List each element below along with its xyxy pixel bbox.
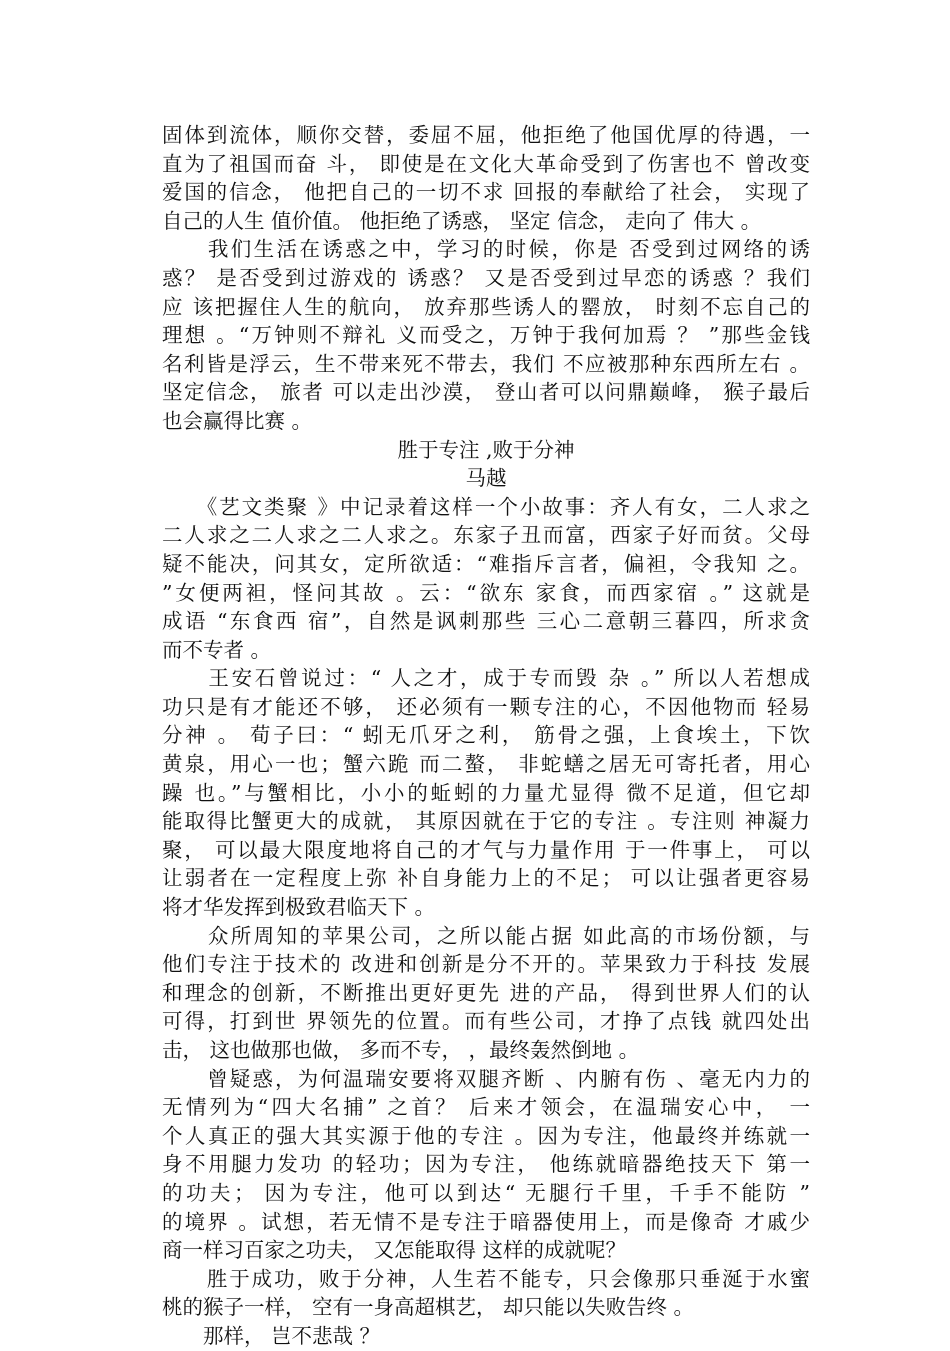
text-line: 和理念的创新，不断推出更好更先 进的产品， 得到世界人们的认 xyxy=(162,980,810,1005)
text-line: 《艺文类聚 》中记录着这样一个小故事：齐人有女，二人求之 xyxy=(162,494,810,519)
text-line: 胜于成功，败于分神，人生若不能专，只会像那只垂涎于水蜜 xyxy=(162,1266,810,1291)
text-line: 而不专者 。 xyxy=(162,637,272,662)
text-line: 身不用腿力发功 的轻功；因为专注， 他练就暗器绝技天下 第一 xyxy=(162,1152,810,1177)
text-line: 黄泉，用心一也；蟹六跪 而二螯， 非蛇蟮之居无可寄托者，用心 xyxy=(162,752,810,777)
text-line: 能取得比蟹更大的成就， 其原因就在于它的专注 。专注则 神凝力 xyxy=(162,809,810,834)
text-line: 的功夫； 因为专注，他可以到达“ 无腿行千里，千手不能防 ” xyxy=(162,1180,810,1205)
essay-author: 马越 xyxy=(465,466,507,491)
essay-title: 胜于专注 ,败于分神 xyxy=(397,437,575,462)
text-line: 功只是有才能还不够， 还必须有一颗专注的心，不因他物而 轻易 xyxy=(162,694,810,719)
text-line: 王安石曾说过：“ 人之才，成于专而毁 杂 。” 所以人若想成 xyxy=(162,666,810,691)
text-line: 他们专注于技术的 改进和创新是分不开的。苹果致力于科技 发展 xyxy=(162,952,810,977)
text-line: 聚， 可以最大限度地将自己的才气与力量作用 于一件事上， 可以 xyxy=(162,837,810,862)
text-line: 将才华发挥到极致君临天下 。 xyxy=(162,895,436,920)
text-line: 商一样习百家之功夫， 又怎能取得 这样的成就呢？ xyxy=(162,1238,627,1263)
document-page xyxy=(162,121,810,1351)
text-line: 曾疑惑，为何温瑞安要将双腿齐断 、内腑有伤 、毫无内力的 xyxy=(162,1066,810,1091)
text-line: 理想 。“万钟则不辩礼 义而受之，万钟于我何加焉 ？ ”那些金钱 xyxy=(162,323,810,348)
text-line: 坚定信念， 旅者 可以走出沙漠， 登山者可以问鼎巅峰， 猴子最后 xyxy=(162,380,810,405)
paragraph-conclusion xyxy=(162,1265,810,1322)
paragraph-temptation xyxy=(162,235,810,435)
text-line: 也会赢得比赛 。 xyxy=(162,408,313,433)
paragraph-story xyxy=(162,493,810,665)
essay-body xyxy=(162,493,810,1351)
paragraph-wuqing xyxy=(162,1065,810,1265)
text-line: 我们生活在诱惑之中，学习的时候，你是 否受到过网络的诱 xyxy=(162,237,810,262)
text-line: 击， 这也做那也做， 多而不专， ，最终轰然倒地 。 xyxy=(162,1038,640,1062)
text-line: 自己的人生 值价值。 他拒绝了诱惑， 坚定 信念， 走向了 伟大 。 xyxy=(162,208,762,233)
text-line: 桃的猴子一样， 空有一身高超棋艺， 却只能以失败告终 。 xyxy=(162,1295,695,1320)
text-line: 可得，打到世 界领先的位置。而有些公司，才挣了点钱 就四处出 xyxy=(162,1009,810,1034)
text-line: 固体到流体，顺你交替，委屈不屈，他拒绝了他国优厚的待遇，一 xyxy=(162,123,810,147)
paragraph-closing xyxy=(162,1322,810,1351)
text-line: 名利皆是浮云，生不带来死不带去，我们 不应被那种东西所左右 。 xyxy=(162,351,810,376)
text-line: 直为了祖国而奋 斗， 即使是在文化大革命受到了伤害也不 曾改变 xyxy=(162,151,810,176)
text-line: 无情列为“四大名捕” 之首？ 后来才领会，在温瑞安心中， 一 xyxy=(162,1095,810,1120)
text-line: ”女便两袒，怪问其故 。云：“欲东 家食，而西家宿 。” 这就是 xyxy=(162,580,810,605)
text-line: 躁 也。”与蟹相比，小小的蚯蚓的力量尤显得 微不足道，但它却 xyxy=(162,780,810,805)
text-line: 惑？ 是否受到过游戏的 诱惑？ 又是否受到过早恋的诱惑 ？我们 xyxy=(162,265,810,290)
text-line: 二人求之二人求之二人求之。东家子丑而富，西家子好而贫。父母 xyxy=(162,523,810,548)
text-line: 那样， 岂不悲哉 ？ xyxy=(162,1323,381,1348)
text-line: 爱国的信念， 他把自己的一切不求 回报的奉献给了社会， 实现了 xyxy=(162,180,810,205)
text-line: 疑不能决，问其女，定所欲适：“难指斥言者，偏袒，令我知 之。 xyxy=(162,551,810,576)
text-line: 个人真正的强大其实源于他的专注 。因为专注，他最终并练就一 xyxy=(162,1123,810,1148)
text-line: 让弱者在一定程度上弥 补自身能力上的不足； 可以让强者更容易 xyxy=(162,866,810,891)
paragraph-wang-anshi xyxy=(162,664,810,921)
paragraph-intro-continuation xyxy=(162,121,810,235)
text-line: 众所周知的苹果公司，之所以能占据 如此高的市场份额，与 xyxy=(162,923,810,948)
text-line: 分神 。 荀子曰：“ 蚓无爪牙之利， 筋骨之强，上食埃土，下饮 xyxy=(162,723,810,748)
opening-section xyxy=(162,121,810,436)
text-line: 的境界 。试想，若无情不是专注于暗器使用上，而是像奇 才戚少 xyxy=(162,1209,810,1234)
text-line: 成语 “东食西 宿”，自然是讽刺那些 三心二意朝三暮四，所求贪 xyxy=(162,609,810,634)
paragraph-apple xyxy=(162,922,810,1065)
text-line: 应 该把握住人生的航向， 放弃那些诱人的罂放， 时刻不忘自己的 xyxy=(162,294,810,319)
